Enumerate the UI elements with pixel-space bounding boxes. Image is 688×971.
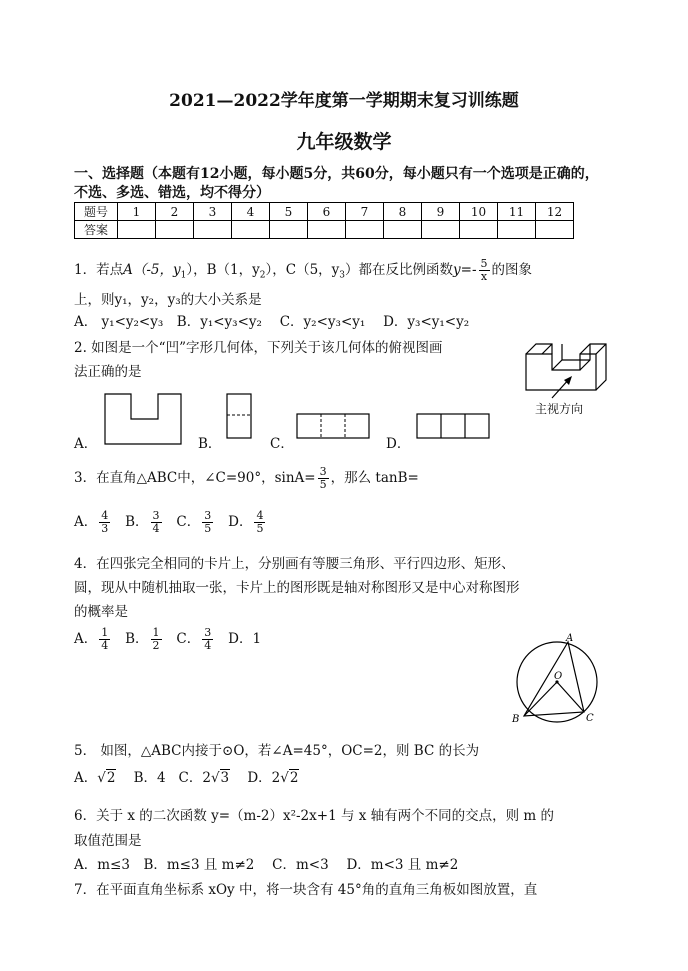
q2-line2: 法正确的是	[74, 364, 142, 380]
q2-option-b-figure	[226, 393, 252, 439]
q3-options: A． $\frac{4}{3}$ B． $\frac{3}{4}$ C． $\frac{3}{5}$ D． $\frac{4}{5}$	[74, 509, 264, 535]
section-heading-line1: 一、选择题（本题有12小题，每小题5分，共60分，每小题只有一个选项是正确的，	[74, 166, 599, 182]
q4-line1: 4．在四张完全相同的卡片上，分别画有等腰三角形、平行四边形、矩形、	[74, 556, 515, 572]
q2-option-b-label: B．	[198, 436, 222, 452]
q2-option-a-figure	[104, 393, 182, 445]
answer-cell[interactable]	[498, 221, 536, 239]
q1-text: 的图象	[491, 262, 533, 278]
q1-text: ），C（5，y	[265, 262, 340, 278]
q1-fraction: $\frac{5}{x}$	[480, 257, 488, 283]
q2-option-d-label: D．	[386, 436, 411, 452]
q4-line2: 圆，现从中随机抽取一张，卡片上的图形既是轴对称图形又是中心对称图形	[74, 580, 520, 596]
q7-line1: 7．在平面直角坐标系 xOy 中，将一块含有 45°角的直角三角板如图放置，直	[74, 882, 538, 898]
question-number-cell: 12	[536, 203, 574, 221]
q2-option-c-label: C．	[270, 436, 294, 452]
q4-line3: 的概率是	[74, 604, 128, 620]
question-number-cell: 1	[118, 203, 156, 221]
q6-line1: 6．关于 x 的二次函数 y=（m-2）x²-2x+1 与 x 轴有两个不同的交点，则 m 的	[74, 808, 555, 824]
answer-cell[interactable]	[384, 221, 422, 239]
q2-option-a-label: A．	[74, 436, 98, 452]
q2-line1: 2. 如图是一个“凹”字形几何体，下列关于该几何体的俯视图画	[74, 340, 443, 356]
q1-line2: 上，则y₁，y₂，y₃的大小关系是	[74, 292, 262, 308]
question-number-cell: 6	[308, 203, 346, 221]
view-direction-label: 主视方向	[535, 402, 584, 416]
q1-options: A． y₁<y₂<y₃ B．y₁<y₃<y₂ C．y₂<y₃<y₁ D．y₃<y₁<y₂	[74, 314, 470, 330]
answer-cell[interactable]	[156, 221, 194, 239]
table-row	[75, 221, 574, 239]
answer-cell[interactable]	[536, 221, 574, 239]
answer-cell[interactable]	[232, 221, 270, 239]
table-row	[75, 203, 574, 221]
q1-text: ）都在反比例函数	[345, 262, 454, 278]
table-header-cell: 题号	[75, 203, 118, 221]
q3-text: 3．在直角△ABC中，∠C=90°，sinA=	[74, 470, 316, 486]
question-number-cell: 5	[270, 203, 308, 221]
section-heading-line2: 不选、多选、错选，均不得分）	[74, 185, 270, 201]
question-number-cell: 2	[156, 203, 194, 221]
table-header-cell: 答案	[75, 221, 118, 239]
exam-subject: 九年级数学	[296, 131, 392, 153]
point-a-label: A	[566, 633, 574, 644]
q3-line1	[74, 466, 419, 491]
q3-fraction: $\frac{3}{5}$	[319, 465, 327, 491]
answer-cell[interactable]	[194, 221, 232, 239]
q2-option-d-figure	[416, 413, 490, 439]
question-number-cell: 8	[384, 203, 422, 221]
q6-line2: 取值范围是	[74, 833, 142, 849]
answer-cell[interactable]	[270, 221, 308, 239]
q3-text: ，那么 tanB=	[330, 470, 419, 486]
point-b-label: B	[512, 714, 520, 724]
question-number-cell: 9	[422, 203, 460, 221]
question-number-cell: 3	[194, 203, 232, 221]
answer-cell[interactable]	[422, 221, 460, 239]
q1-text: 1．若点	[74, 262, 124, 278]
exam-title: 2021—2022学年度第一学期期末复习训练题	[169, 91, 519, 111]
q6-options: A．m≤3 B．m≤3 且 m≠2 C．m<3 D．m<3 且 m≠2	[74, 857, 459, 873]
q2-option-c-figure	[296, 413, 370, 439]
question-number-cell: 10	[460, 203, 498, 221]
point-o-label: O	[554, 671, 563, 682]
answer-cell[interactable]	[460, 221, 498, 239]
answer-cell[interactable]	[308, 221, 346, 239]
point-c-label: C	[586, 713, 594, 724]
question-number-cell: 7	[346, 203, 384, 221]
answer-table	[74, 202, 574, 239]
q1-line1: 1．若点A（-5，$y_1$），B（1，$y_2$），C（5，$y_3$）都在反比例函数y=- $\frac{5}{x}$ 的图象	[74, 257, 533, 283]
q4-options: A． $\frac{1}{4}$ B． $\frac{1}{2}$ C． $\frac{3}{4}$ D．1	[74, 626, 262, 652]
q5-options: A．√2 B．4 C．2√3 D．2√2	[74, 770, 299, 786]
question-number-cell: 4	[232, 203, 270, 221]
answer-cell[interactable]	[118, 221, 156, 239]
question-number-cell: 11	[498, 203, 536, 221]
q1-text: A（-5，y	[123, 262, 181, 278]
answer-cell[interactable]	[346, 221, 384, 239]
q5-line1: 5． 如图，△ABC内接于⊙O，若∠A=45°，OC=2，则 BC 的长为	[74, 743, 480, 759]
view-direction-arrow	[548, 372, 578, 402]
q1-text: ），B（1，y	[186, 262, 260, 278]
circle-triangle-figure	[508, 632, 604, 724]
q1-text: y=-	[453, 262, 477, 278]
